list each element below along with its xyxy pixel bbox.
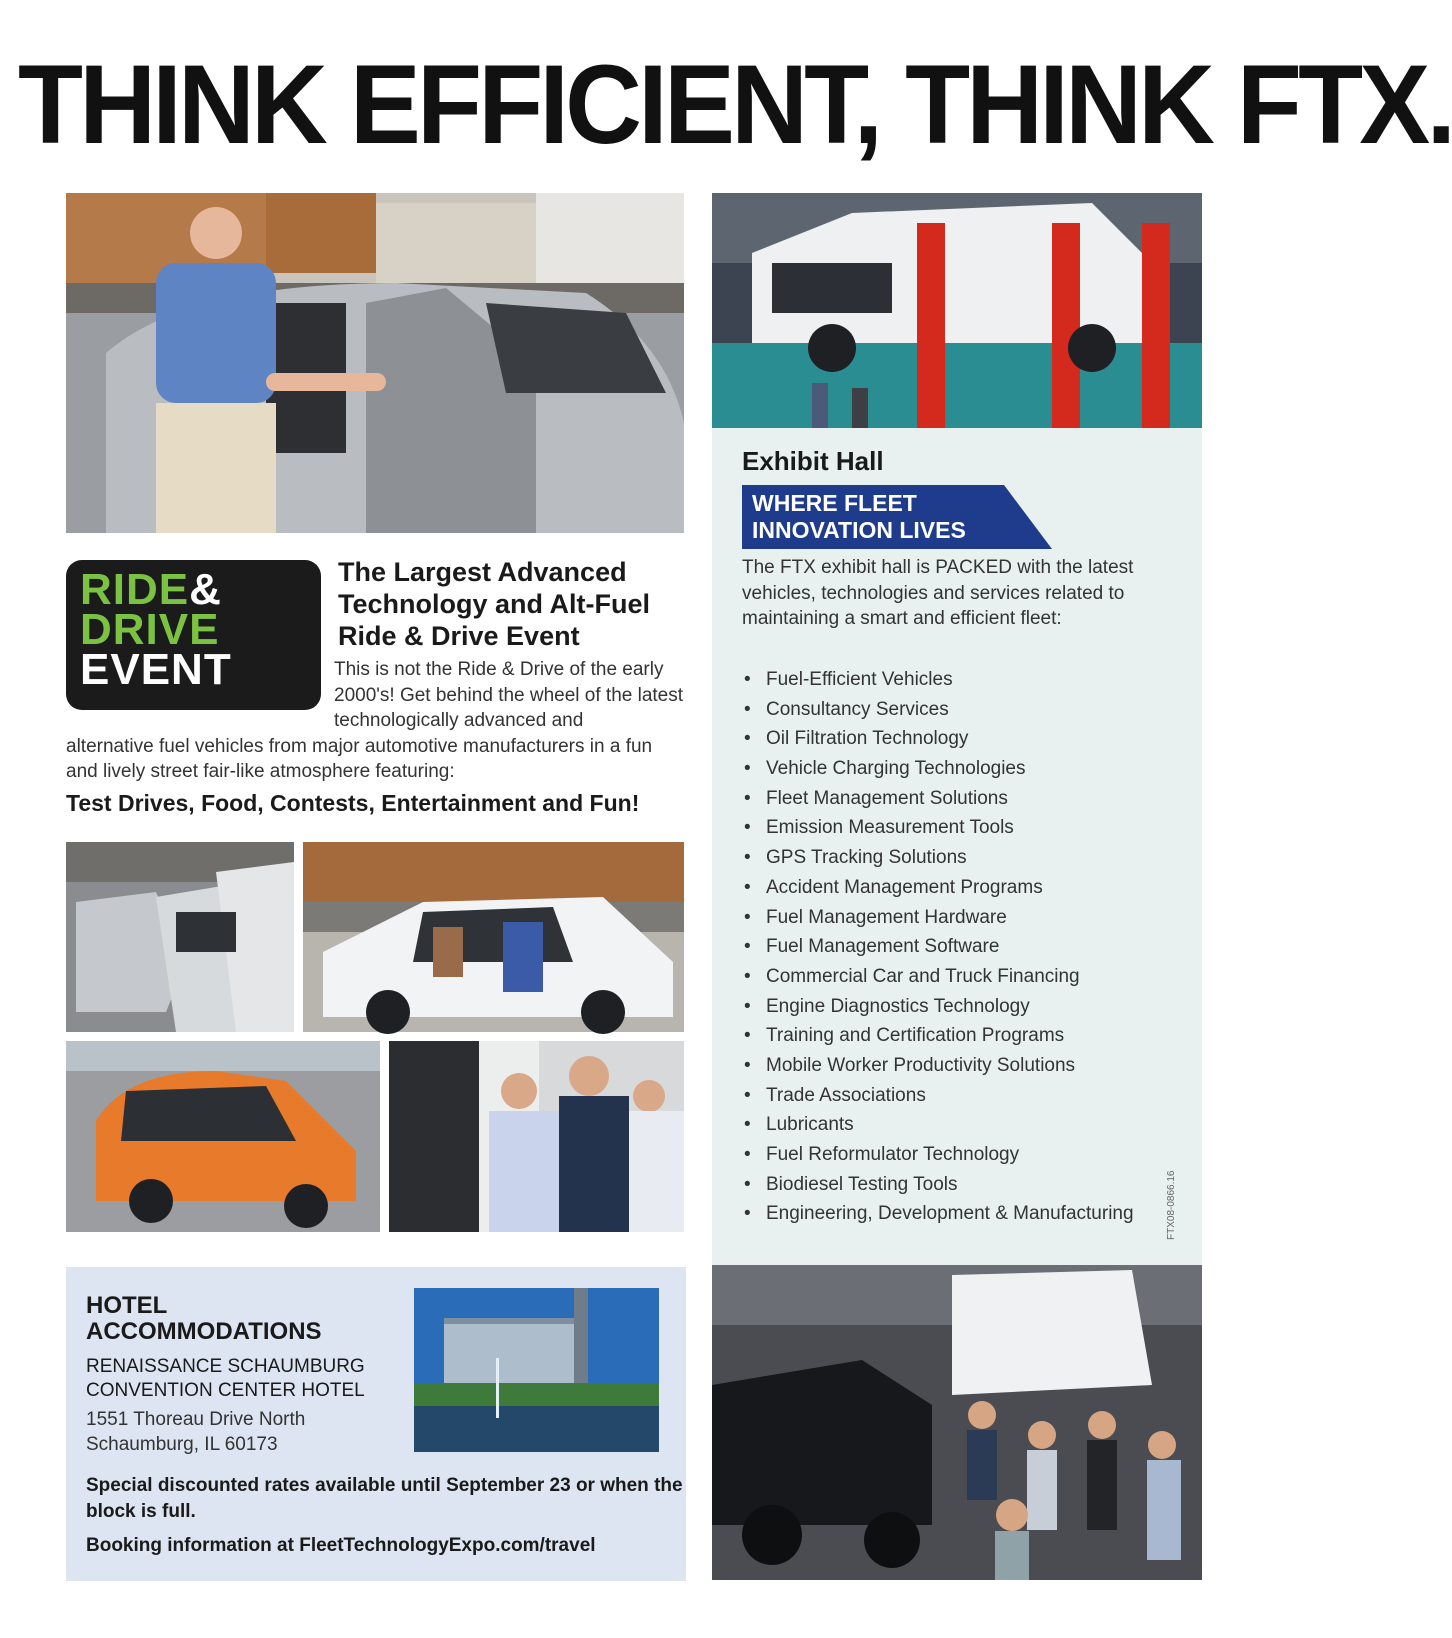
exhibit-hall-list-item-text: Fuel-Efficient Vehicles [766, 669, 953, 690]
bullet-icon: • [744, 1203, 751, 1225]
exhibit-hall-list-item-text: GPS Tracking Solutions [766, 847, 967, 869]
bullet-icon: • [744, 995, 751, 1017]
logo-drive-text: DRIVE [80, 605, 220, 654]
exhibit-hall-list-item [742, 1202, 1162, 1226]
exhibit-hall-list-item [742, 816, 1162, 840]
exhibit-hall-list-item [742, 1054, 1162, 1078]
bullet-icon: • [744, 758, 751, 780]
page-headline: THINK EFFICIENT, THINK FTX. [18, 42, 1452, 167]
exhibit-hall-list-item-text: Trade Associations [766, 1084, 926, 1106]
exhibit-hall-list [742, 668, 1162, 1232]
logo-event-text: EVENT [80, 645, 232, 694]
exhibit-hall-list-item [742, 1173, 1162, 1197]
logo-ride-text: RIDE [80, 565, 190, 614]
exhibit-hall-list-item [742, 727, 1162, 751]
exhibit-hall-list-item-text: Mobile Worker Productivity Solutions [766, 1054, 1076, 1076]
bullet-icon: • [744, 669, 751, 690]
ride-drive-highlight: Test Drives, Food, Contests, Entertainment and Fun! [66, 790, 640, 816]
bullet-icon: • [744, 787, 751, 809]
exhibit-hall-list-item-text: Fuel Management Hardware [766, 906, 1007, 928]
photo-exhibit-hall-crowd [712, 1265, 1202, 1580]
bullet-icon: • [744, 1084, 751, 1106]
document-code: FTX08-0866.16 [1166, 1170, 1177, 1240]
photo-man-opening-suv-door [66, 193, 684, 533]
photo-white-ev-occupants [303, 842, 684, 1032]
exhibit-hall-list-item-text: Lubricants [766, 1114, 854, 1136]
ride-drive-description-indented: This is not the Ride & Drive of the early 2000's! Get behind the wheel of the latest technologically advanced and [334, 659, 684, 731]
hotel-heading: HOTEL ACCOMMODATIONS [86, 1292, 322, 1345]
bullet-icon: • [744, 936, 751, 958]
photo-orange-hatchback [66, 1041, 380, 1232]
photo-men-talking-at-truck [389, 1041, 684, 1232]
logo-ampersand: & [189, 565, 222, 614]
photo-hotel-building [414, 1288, 659, 1452]
photo-parked-cars-row [66, 842, 294, 1032]
exhibit-hall-banner [742, 485, 1052, 549]
exhibit-hall-banner-text: WHERE FLEET INNOVATION LIVES [752, 490, 966, 543]
hotel-booking-info: Booking information at FleetTechnologyExpo.com/travel [86, 1535, 596, 1556]
ride-drive-title: The Largest Advanced Technology and Alt-Fuel Ride & Drive Event [338, 557, 650, 651]
exhibit-hall-list-item [742, 995, 1162, 1019]
exhibit-hall-list-item [742, 668, 1162, 692]
bullet-icon: • [744, 906, 751, 928]
ride-drive-description-full: alternative fuel vehicles from major automotive manufacturers in a fun and lively street fair-like atmosphere featuring: [66, 735, 653, 782]
hotel-address [86, 1407, 406, 1457]
exhibit-hall-list-item-text: Engineering, Development & Manufacturing [766, 1203, 1134, 1225]
exhibit-hall-list-item [742, 1113, 1162, 1137]
exhibit-hall-list-item-text: Fuel Management Software [766, 936, 1000, 958]
bullet-icon: • [744, 1144, 751, 1165]
exhibit-hall-list-item [742, 1024, 1162, 1048]
bullet-icon: • [744, 876, 751, 898]
exhibit-hall-list-item [742, 787, 1162, 811]
exhibit-hall-list-item [742, 876, 1162, 900]
hotel-address-city: Schaumburg, IL 60173 [86, 1434, 278, 1455]
exhibit-hall-intro: The FTX exhibit hall is PACKED with the latest vehicles, technologies and services related to maintaining a smart and efficient fleet: [742, 557, 1134, 629]
exhibit-hall-list-item-text: Fleet Management Solutions [766, 787, 1008, 809]
exhibit-hall-list-item-text: Fuel Reformulator Technology [766, 1144, 1020, 1165]
hotel-rates-note: Special discounted rates available until September 23 or when the block is full. [86, 1475, 683, 1522]
exhibit-hall-list-item-text: Engine Diagnostics Technology [766, 995, 1030, 1017]
exhibit-hall-title: Exhibit Hall [742, 446, 884, 476]
bullet-icon: • [744, 847, 751, 869]
exhibit-hall-list-item [742, 1084, 1162, 1108]
hotel-name: RENAISSANCE SCHAUMBURG CONVENTION CENTER HOTEL [86, 1356, 365, 1401]
exhibit-hall-list-item-text: Oil Filtration Technology [766, 728, 969, 750]
exhibit-hall-list-item [742, 1143, 1162, 1167]
exhibit-hall-list-item [742, 935, 1162, 959]
hotel-address-street: 1551 Thoreau Drive North [86, 1409, 306, 1430]
ride-drive-description [66, 657, 686, 785]
bullet-icon: • [744, 1173, 751, 1195]
bullet-icon: • [744, 965, 751, 987]
exhibit-hall-list-item [742, 965, 1162, 989]
exhibit-hall-list-item [742, 906, 1162, 930]
exhibit-hall-list-item [742, 757, 1162, 781]
exhibit-hall-list-item-text: Commercial Car and Truck Financing [766, 965, 1080, 987]
exhibit-hall-list-item-text: Vehicle Charging Technologies [766, 758, 1026, 780]
bullet-icon: • [744, 1114, 751, 1136]
exhibit-hall-list-item-text: Training and Certification Programs [766, 1025, 1065, 1047]
bullet-icon: • [744, 698, 751, 720]
photo-van-on-lift [712, 193, 1202, 428]
bullet-icon: • [744, 1054, 751, 1076]
bullet-icon: • [744, 1025, 751, 1047]
exhibit-hall-list-item [742, 846, 1162, 870]
exhibit-hall-list-item-text: Consultancy Services [766, 698, 949, 720]
exhibit-hall-list-item-text: Biodiesel Testing Tools [766, 1173, 958, 1195]
exhibit-hall-list-item-text: Emission Measurement Tools [766, 817, 1014, 839]
bullet-icon: • [744, 817, 751, 839]
bullet-icon: • [744, 728, 751, 750]
exhibit-hall-list-item-text: Accident Management Programs [766, 876, 1043, 898]
exhibit-hall-list-item [742, 698, 1162, 722]
